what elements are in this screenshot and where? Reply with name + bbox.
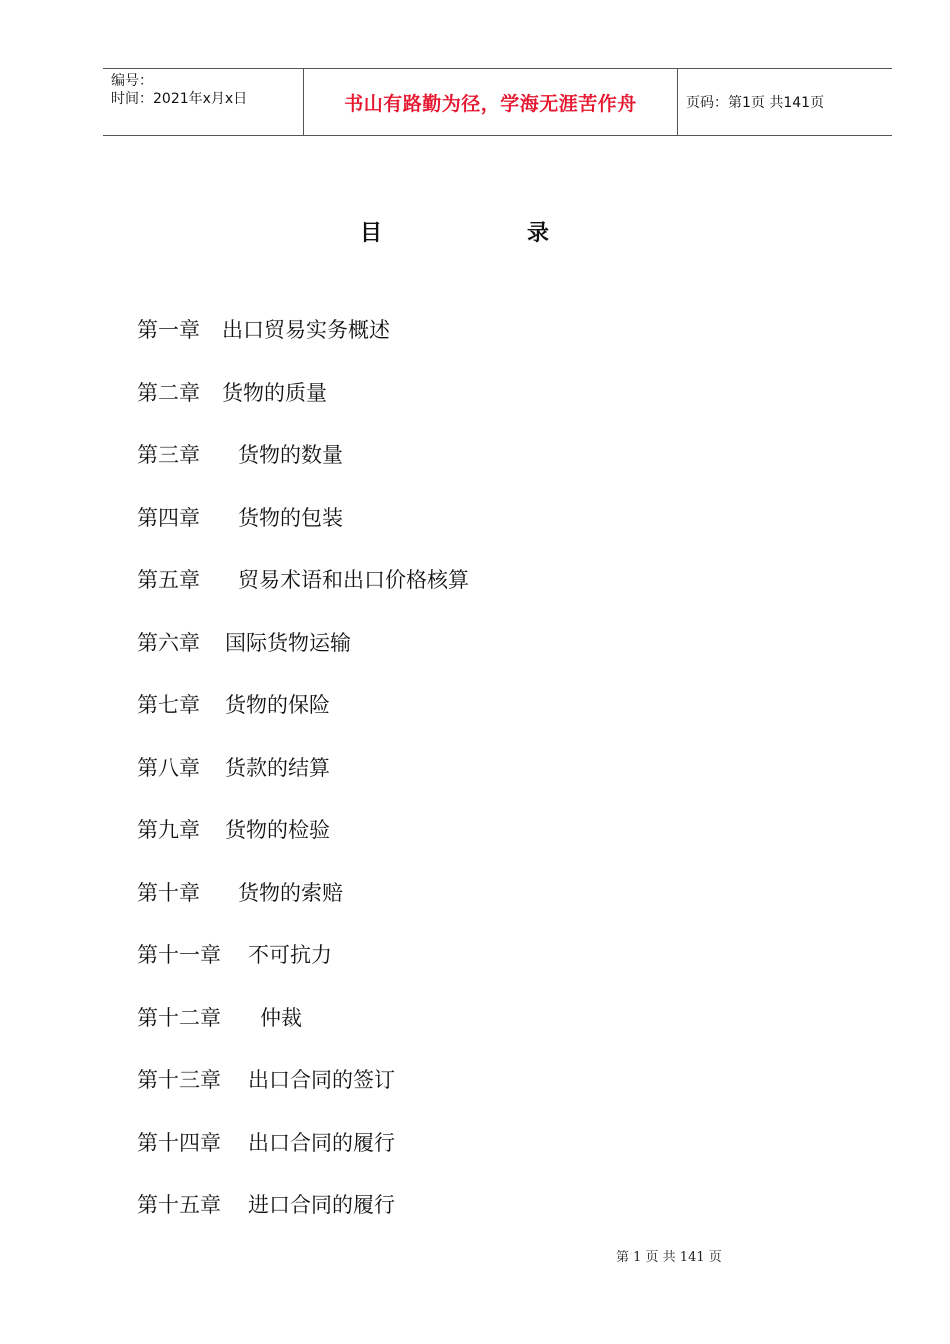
- toc-item: [137, 377, 327, 440]
- toc-chapter-title: 国际货物运输: [225, 630, 351, 655]
- toc-chapter-title: 货物的保险: [225, 693, 330, 717]
- header-meta-cell: [103, 69, 304, 135]
- footer-page-number: 第 1 页 共 141 页: [616, 1250, 722, 1265]
- toc-item: [137, 314, 390, 377]
- toc-chapter-number: 第一章: [137, 318, 200, 342]
- header-page-info: 页码：第1页 共141页: [686, 95, 825, 111]
- toc-chapter-number: 第十章: [137, 880, 200, 905]
- toc-item: [137, 1127, 395, 1190]
- toc-item: [137, 564, 469, 627]
- toc-chapter-number: 第十三章: [137, 1068, 221, 1092]
- toc-chapter-title: 货物的检验: [225, 818, 330, 842]
- toc-item: [137, 1064, 395, 1127]
- toc-chapter-title: 货物的索赔: [238, 880, 343, 905]
- toc-chapter-title: 货款的结算: [225, 755, 330, 780]
- toc-item: [137, 877, 343, 940]
- toc-chapter-number: 第四章: [137, 505, 200, 530]
- page-title: [0, 216, 950, 246]
- toc-chapter-number: 第十二章: [137, 1005, 221, 1030]
- toc-chapter-title: 不可抗力: [248, 943, 332, 967]
- toc-chapter-title: 仲裁: [260, 1005, 302, 1030]
- toc-chapter-number: 第七章: [137, 693, 200, 717]
- toc-chapter-title: 货物的包装: [238, 505, 343, 530]
- page-header: [103, 68, 892, 136]
- title-char-left: 目: [360, 220, 383, 246]
- table-of-contents: [137, 314, 469, 1252]
- toc-item: [137, 939, 332, 1002]
- toc-chapter-title: 贸易术语和出口价格核算: [238, 568, 469, 592]
- toc-item: [137, 627, 351, 690]
- toc-chapter-number: 第十四章: [137, 1130, 221, 1155]
- toc-chapter-number: 第九章: [137, 818, 200, 842]
- toc-chapter-number: 第十一章: [137, 943, 221, 967]
- toc-chapter-title: 货物的质量: [222, 380, 327, 405]
- document-date-label: 时间：2021年x月x日: [111, 91, 248, 107]
- toc-chapter-title: 出口贸易实务概述: [222, 318, 390, 342]
- toc-item: [137, 1189, 395, 1252]
- toc-item: [137, 814, 330, 877]
- toc-chapter-title: 货物的数量: [238, 443, 343, 467]
- toc-item: [137, 439, 343, 502]
- toc-item: [137, 752, 330, 815]
- toc-item: [137, 502, 343, 565]
- toc-chapter-number: 第三章: [137, 443, 200, 467]
- toc-chapter-title: 出口合同的签订: [248, 1068, 395, 1092]
- document-number-label: 编号：: [111, 73, 153, 89]
- toc-chapter-number: 第二章: [137, 380, 200, 405]
- toc-item: [137, 1002, 302, 1065]
- toc-chapter-title: 进口合同的履行: [248, 1193, 395, 1217]
- toc-chapter-number: 第五章: [137, 568, 200, 592]
- toc-chapter-title: 出口合同的履行: [248, 1130, 395, 1155]
- page-footer: [0, 1246, 950, 1266]
- header-motto: 书山有路勤为径，学海无涯苦作舟: [304, 69, 678, 135]
- toc-chapter-number: 第八章: [137, 755, 200, 780]
- toc-item: [137, 689, 330, 752]
- toc-chapter-number: 第六章: [137, 630, 200, 655]
- toc-chapter-number: 第十五章: [137, 1193, 221, 1217]
- title-char-right: 录: [527, 220, 550, 246]
